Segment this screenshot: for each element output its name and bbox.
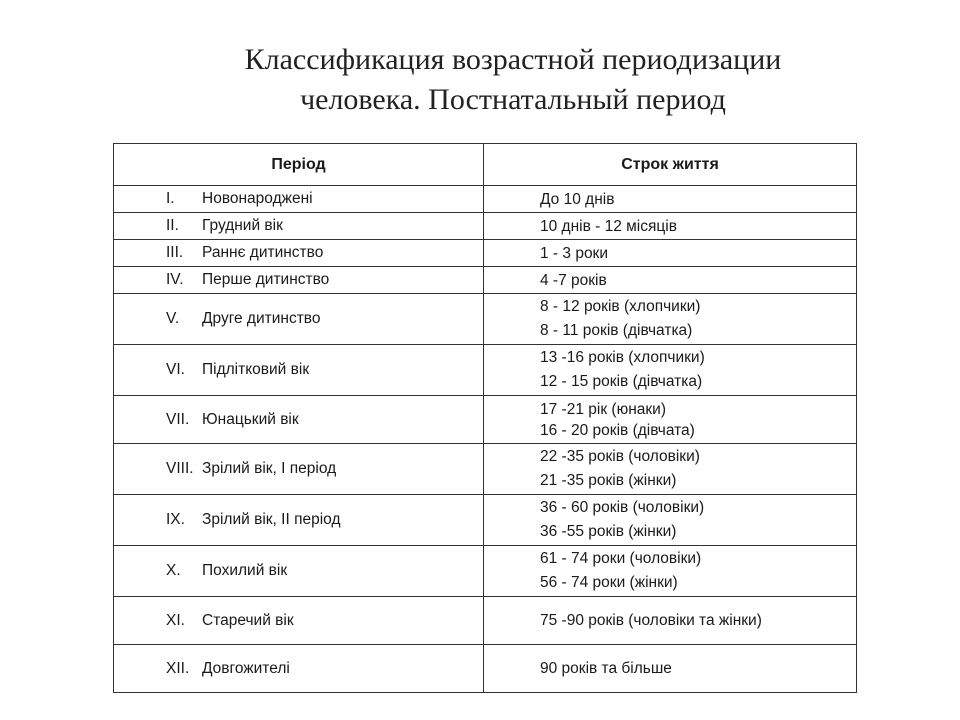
- period-cell: [114, 186, 484, 213]
- term-text: 1 - 3 роки: [540, 244, 609, 262]
- term-text: 36 - 60 років (чоловіки): [540, 499, 705, 516]
- table-row: [114, 444, 857, 495]
- period-name: Перше дитинство: [202, 271, 330, 288]
- period-numeral: IV.: [166, 271, 184, 288]
- table-row: [114, 240, 857, 267]
- period-numeral: III.: [166, 244, 184, 261]
- period-name: Довгожителі: [202, 659, 290, 677]
- period-cell: [114, 645, 484, 693]
- age-periods-table: [113, 143, 857, 693]
- term-text: 21 -35 років (жінки): [540, 472, 677, 489]
- term-text: 12 - 15 років (дівчатка): [540, 373, 703, 390]
- page-title: [0, 40, 960, 120]
- period-name: Зрілий вік, І період: [202, 460, 337, 477]
- period-cell: [114, 294, 484, 345]
- term-text: 36 -55 років (жінки): [540, 523, 677, 540]
- period-name: Зрілий вік, ІІ період: [202, 511, 341, 528]
- period-name: Старечий вік: [202, 611, 294, 629]
- term-text: 22 -35 років (чоловіки): [540, 448, 700, 465]
- term-cell: [484, 345, 857, 396]
- period-name: Підлітковий вік: [202, 361, 310, 378]
- table-row: [114, 186, 857, 213]
- period-cell: [114, 546, 484, 597]
- term-cell: [484, 645, 857, 693]
- period-name: Грудний вік: [202, 217, 283, 234]
- table-row: [114, 495, 857, 546]
- table-row: [114, 597, 857, 645]
- term-text: 13 -16 років (хлопчики): [540, 349, 705, 366]
- term-cell: [484, 444, 857, 495]
- period-numeral: VIII.: [166, 460, 194, 477]
- term-text: 8 - 11 років (дівчатка): [540, 322, 693, 339]
- title-line-2: человека. Постнатальный период: [300, 83, 726, 116]
- period-name: Юнацький вік: [202, 410, 299, 428]
- term-cell: [484, 396, 857, 444]
- period-name: Похилий вік: [202, 562, 288, 579]
- term-cell: [484, 546, 857, 597]
- term-text: До 10 днів: [540, 190, 615, 208]
- period-numeral: VI.: [166, 361, 185, 378]
- table-row: [114, 294, 857, 345]
- header-term: Строк життя: [484, 144, 857, 186]
- term-text: 75 -90 років (чоловіки та жінки): [540, 612, 762, 629]
- term-text: 16 - 20 років (дівчата): [540, 421, 695, 439]
- term-cell: [484, 294, 857, 345]
- table-header-row: [114, 144, 857, 186]
- term-text: 10 днів - 12 місяців: [540, 217, 677, 235]
- period-numeral: IX.: [166, 511, 185, 528]
- period-cell: [114, 345, 484, 396]
- period-numeral: X.: [166, 562, 181, 579]
- term-text: 4 -7 років: [540, 271, 607, 289]
- term-cell: [484, 213, 857, 240]
- header-period: Період: [114, 144, 484, 186]
- table-row: [114, 645, 857, 693]
- period-numeral: I.: [166, 190, 175, 207]
- period-numeral: XI.: [166, 611, 185, 629]
- period-cell: [114, 396, 484, 444]
- period-cell: [114, 240, 484, 267]
- period-name: Раннє дитинство: [202, 244, 324, 261]
- term-text: 56 - 74 роки (жінки): [540, 574, 678, 591]
- period-name: Друге дитинство: [202, 310, 321, 327]
- period-numeral: XII.: [166, 659, 190, 677]
- period-cell: [114, 444, 484, 495]
- period-name: Новонароджені: [202, 190, 313, 207]
- title-line-1: Классификация возрастной периодизации: [244, 43, 782, 76]
- period-cell: [114, 597, 484, 645]
- term-text: 90 років та більше: [540, 660, 672, 677]
- table-row: [114, 267, 857, 294]
- table-row: [114, 396, 857, 444]
- period-numeral: VII.: [166, 410, 190, 428]
- table-row: [114, 213, 857, 240]
- period-cell: [114, 495, 484, 546]
- term-text: 8 - 12 років (хлопчики): [540, 298, 701, 315]
- term-cell: [484, 597, 857, 645]
- term-cell: [484, 267, 857, 294]
- period-cell: [114, 213, 484, 240]
- term-cell: [484, 186, 857, 213]
- period-numeral: II.: [166, 217, 179, 234]
- term-cell: [484, 240, 857, 267]
- term-cell: [484, 495, 857, 546]
- term-text: 61 - 74 роки (чоловіки): [540, 550, 702, 567]
- table-row: [114, 345, 857, 396]
- period-numeral: V.: [166, 310, 180, 327]
- term-text: 17 -21 рік (юнаки): [540, 400, 666, 418]
- table-row: [114, 546, 857, 597]
- period-cell: [114, 267, 484, 294]
